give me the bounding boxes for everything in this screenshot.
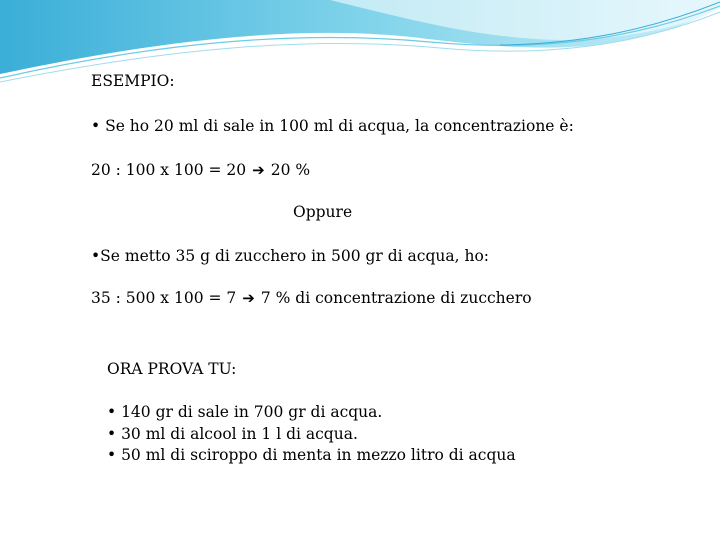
example2-calc-line (91, 288, 532, 308)
example1-calc-line (91, 160, 310, 180)
example1-result: 20 % (270, 161, 311, 179)
example2-text: Se metto 35 g di zucchero in 500 gr di acqua, ho: (100, 247, 490, 265)
bullet: • (91, 117, 101, 135)
list-item: • 140 gr di sale in 700 gr di acqua. (107, 403, 383, 421)
list-item: • 30 ml di alcool in 1 l di acqua. (107, 424, 358, 443)
exercise-list (107, 402, 516, 467)
example1-line (91, 116, 574, 136)
bullet: • (91, 247, 101, 265)
separator-text: Oppure (293, 203, 353, 221)
list-item: • 50 ml di sciroppo di menta in mezzo litro di acqua (107, 446, 516, 464)
example1-text: Se ho 20 ml di sale in 100 ml di acqua, la concentrazione è: (105, 117, 574, 135)
example2-result: 7 % di concentrazione di zucchero (260, 289, 532, 307)
exercise-title: ORA PROVA TU: (107, 360, 237, 378)
arrow-right-icon: ➔ (242, 289, 255, 307)
example2-calc: 35 : 500 x 100 = 7 (91, 289, 237, 307)
arrow-right-icon: ➔ (252, 161, 265, 179)
example-title: ESEMPIO: (91, 72, 175, 90)
example1-calc: 20 : 100 x 100 = 20 (91, 161, 247, 179)
example2-line (91, 246, 489, 266)
